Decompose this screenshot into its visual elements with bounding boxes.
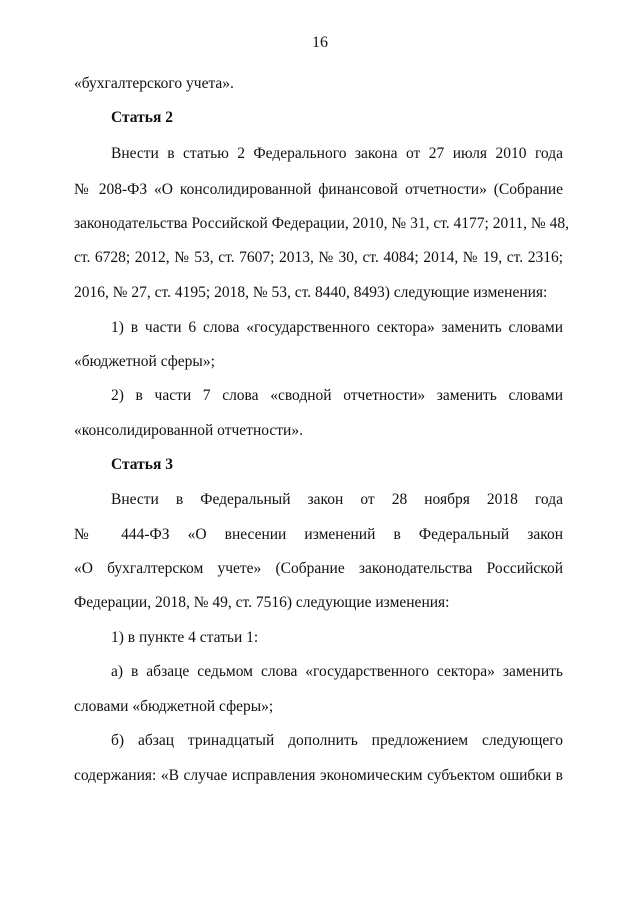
article-3-subitem-b-line-2: содержания: «В случае исправления экономическим субъектом ошибки в <box>74 767 563 784</box>
article-2-line-3: законодательства Российской Федерации, 2010, № 31, ст. 4177; 2011, № 48, <box>74 215 569 232</box>
article-3-line-3: «О бухгалтерском учете» (Собрание законодательства Российской <box>74 560 563 577</box>
article-3-subitem-a-line-2: словами «бюджетной сферы»; <box>74 698 274 715</box>
article-2-heading: Статья 2 <box>111 109 173 126</box>
article-2-item-2-line-2: «консолидированной отчетности». <box>74 422 303 439</box>
article-3-line-1: Внести в Федеральный закон от 28 ноября 2018 года <box>111 491 563 508</box>
article-2-item-1-line-1: 1) в части 6 слова «государственного сектора» заменить словами <box>111 319 563 336</box>
article-2-item-1-line-2: «бюджетной сферы»; <box>74 353 215 370</box>
page-number: 16 <box>312 34 328 51</box>
article-2-item-2-line-1: 2) в части 7 слова «сводной отчетности» заменить словами <box>111 387 563 404</box>
text-line-continuation: «бухгалтерского учета». <box>74 75 234 92</box>
article-3-subitem-b-line-1: б) абзац тринадцатый дополнить предложением следующего <box>111 732 563 749</box>
article-3-heading: Статья 3 <box>111 456 173 473</box>
article-3-line-2: № 444-ФЗ «О внесении изменений в Федеральный закон <box>74 526 563 543</box>
article-2-line-1: Внести в статью 2 Федерального закона от 27 июля 2010 года <box>111 145 563 162</box>
article-2-line-4: ст. 6728; 2012, № 53, ст. 7607; 2013, № 30, ст. 4084; 2014, № 19, ст. 2316; <box>74 249 563 266</box>
article-2-line-5: 2016, № 27, ст. 4195; 2018, № 53, ст. 8440, 8493) следующие изменения: <box>74 284 548 301</box>
article-2-line-2: № 208-ФЗ «О консолидированной финансовой отчетности» (Собрание <box>74 181 563 198</box>
article-3-item-1: 1) в пункте 4 статьи 1: <box>111 629 259 646</box>
article-3-line-4: Федерации, 2018, № 49, ст. 7516) следующие изменения: <box>74 594 450 611</box>
article-3-subitem-a-line-1: а) в абзаце седьмом слова «государственного сектора» заменить <box>111 663 563 680</box>
